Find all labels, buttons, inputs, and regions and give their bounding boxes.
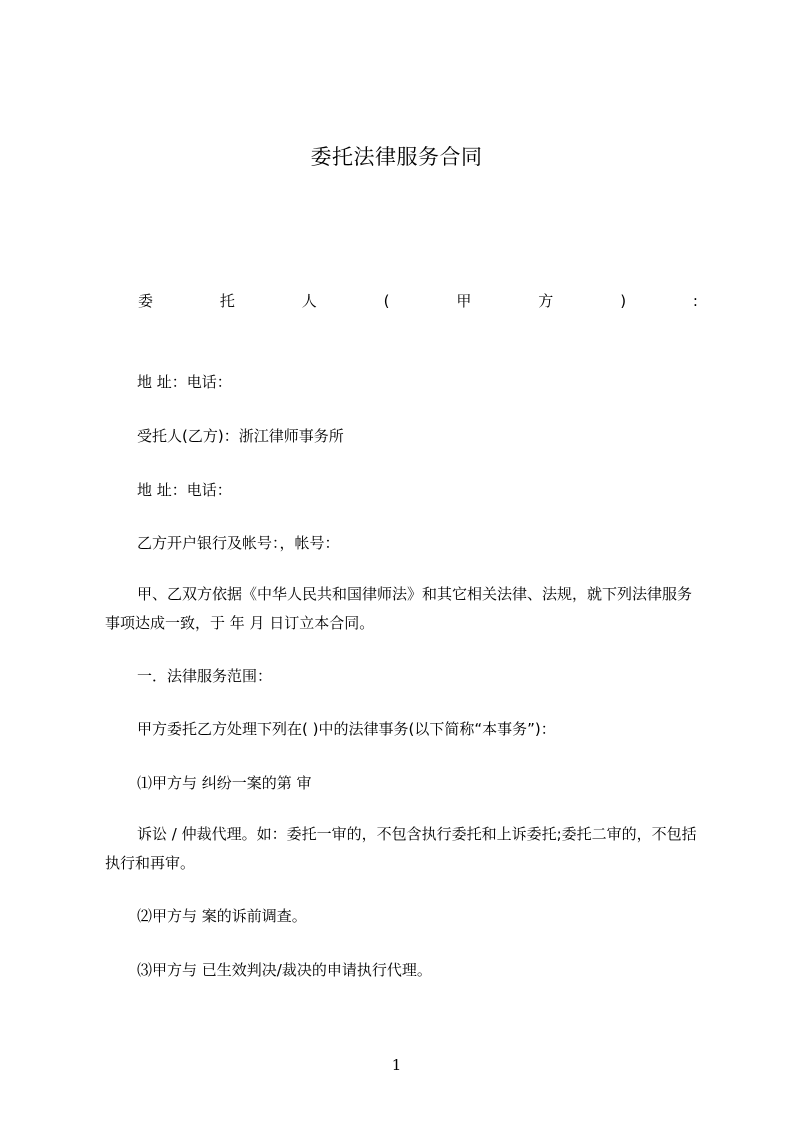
client-line-char: 甲 (456, 292, 472, 310)
list-item: ⑶甲方与 已生效判决/裁决的申请执行代理。 (137, 961, 432, 979)
list-item: ⑴甲方与 纠纷一案的第 审 (137, 774, 312, 792)
list-item: ⑵甲方与 案的诉前调查。 (137, 907, 307, 925)
client-line-char: ) (620, 292, 627, 310)
section-heading: 一．法律服务范围： (137, 667, 273, 685)
client-party-line (138, 290, 698, 312)
section-intro: 甲方委托乙方处理下列在( )中的法律事务(以下简称“本事务”)： (137, 720, 556, 738)
client-line-char: ( (383, 292, 390, 310)
client-line-char: 人 (301, 292, 317, 310)
client-line-char: : (692, 292, 698, 310)
client-line-char: 方 (538, 292, 554, 310)
page-number: 1 (391, 1056, 402, 1074)
client-line-char: 托 (219, 292, 235, 310)
agent-party-line: 受托人(乙方)：浙江律师事务所 (137, 427, 344, 445)
list-item-detail: 诉讼 / 仲裁代理。如：委托一审的，不包含执行委托和上诉委托;委托二审的，不包括执行和再审。 (105, 825, 697, 872)
document-title: 委托法律服务合同 (310, 145, 483, 169)
bank-account-line: 乙方开户银行及帐号：，帐号： (137, 534, 340, 552)
agent-address-line: 地 址：电话： (137, 481, 232, 499)
client-line-char: 委 (138, 292, 154, 310)
client-address-line: 地 址：电话： (137, 373, 232, 391)
preamble-paragraph: 甲、乙双方依据《中华人民共和国律师法》和其它相关法律、法规，就下列法律服务事项达成一致，于 年 月 日订立本合同。 (105, 585, 693, 632)
